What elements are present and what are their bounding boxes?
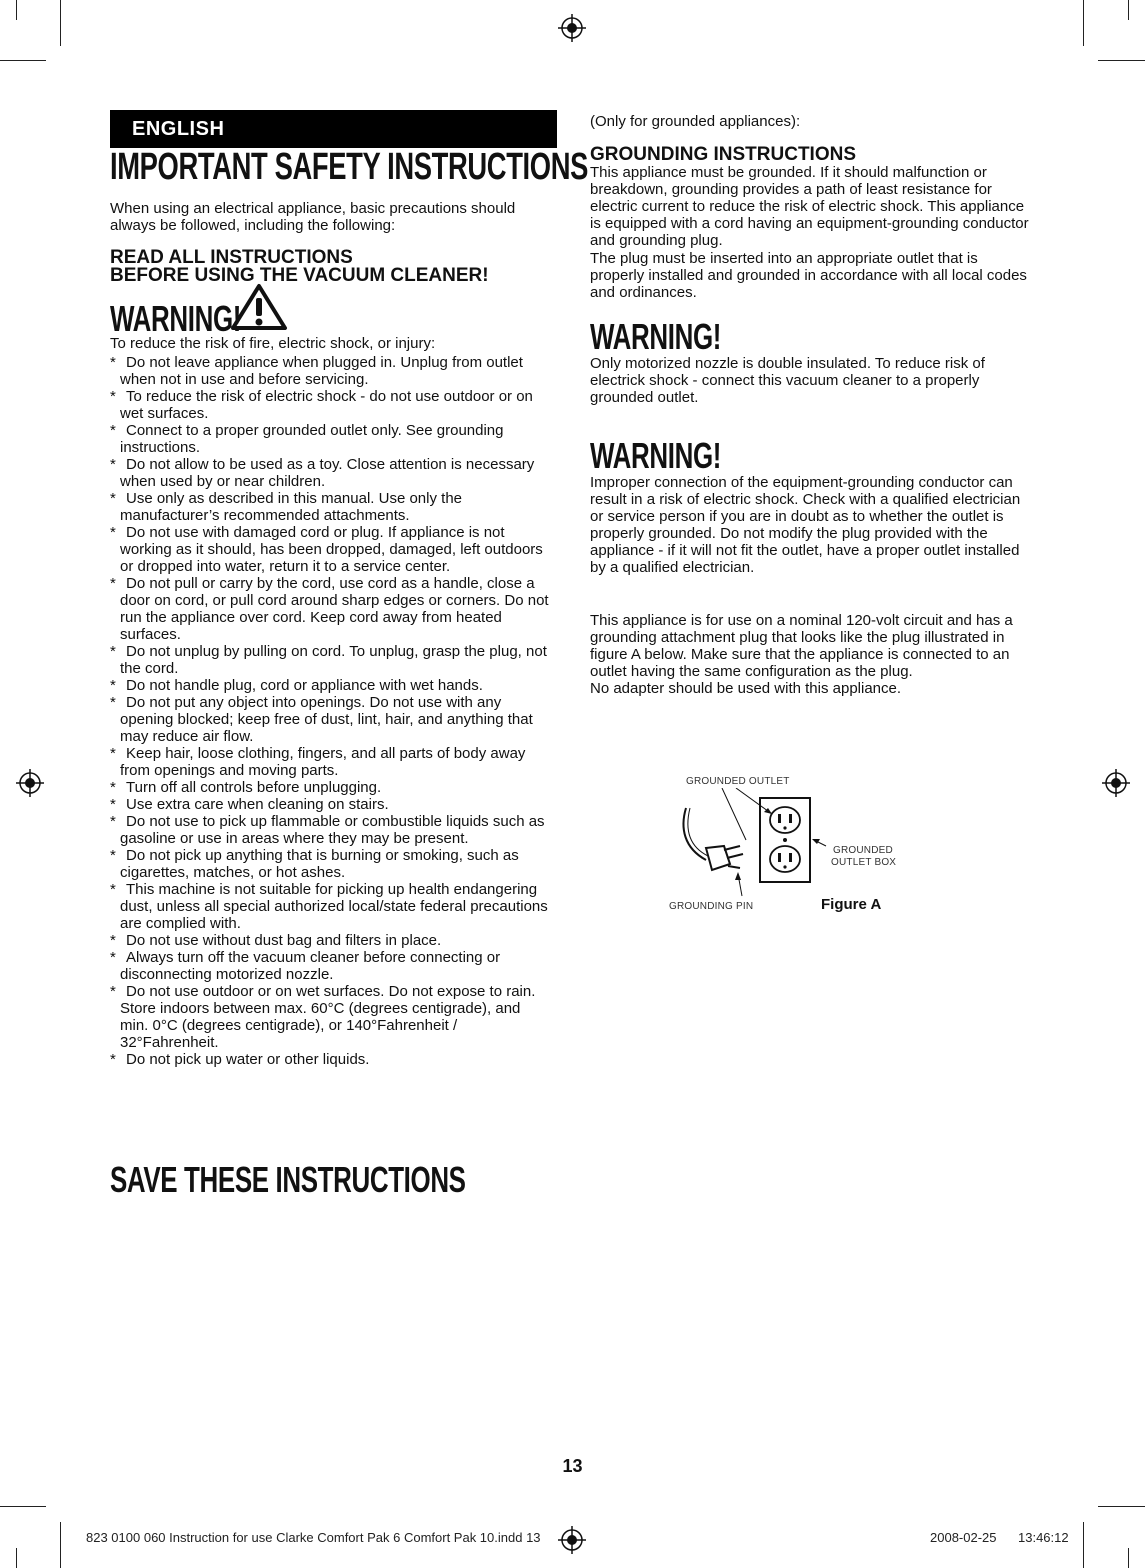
- crop-mark: [1128, 0, 1129, 20]
- safety-bullet-list: [110, 354, 550, 1068]
- figure-label-box-2: OUTLET BOX: [831, 857, 897, 868]
- crop-mark: [0, 60, 46, 61]
- save-instructions-heading: SAVE THESE INSTRUCTIONS: [110, 1159, 466, 1200]
- warning-3-text: Improper connection of the equipment-grounding conductor can result in a risk of electric shock. Check with a qualified electrician or service person if you are in doubt as to whether the outlet is properly grounded. Do not modify the plug provided with the appliance - if it will not fit the outlet, have a proper outlet installed by a qualified electrician.: [590, 474, 1021, 576]
- grounding-heading: GROUNDING INSTRUCTIONS: [590, 144, 856, 165]
- figure-caption: Figure A: [821, 896, 882, 913]
- safety-bullet-item: * Connect to a proper grounded outlet only. See grounding instructions.: [110, 422, 550, 456]
- safety-bullet-item: * Do not pick up water or other liquids.: [110, 1051, 550, 1068]
- warning-intro: To reduce the risk of fire, electric shock, or injury:: [110, 335, 436, 352]
- adapter-note: No adapter should be used with this appliance.: [590, 680, 902, 697]
- grounding-paragraph-1: This appliance must be grounded. If it should malfunction or breakdown, grounding provides a path of least resistance for electric current to reduce the risk of electric shock. This appliance is equipped with a cord having an equipment-grounding conductor and grounding plug.: [590, 164, 1029, 249]
- registration-mark-icon: [16, 769, 44, 797]
- safety-bullet-item: * Do not put any object into openings. Do not use with any opening blocked; keep free of dust, lint, hair, and anything that may reduce air flow.: [110, 694, 550, 745]
- safety-bullet-item: * Use only as described in this manual. Use only the manufacturer’s recommended attachments.: [110, 490, 550, 524]
- safety-bullet-item: * Do not allow to be used as a toy. Close attention is necessary when used by or near children.: [110, 456, 550, 490]
- crop-mark: [1128, 1548, 1129, 1568]
- crop-mark: [16, 0, 17, 20]
- page-title: IMPORTANT SAFETY INSTRUCTIONS: [110, 146, 589, 188]
- footer-date: 2008-02-25: [930, 1530, 997, 1545]
- page-number: 13: [562, 1456, 583, 1476]
- warning-2-text: Only motorized nozzle is double insulated. To reduce risk of electrick shock - connect this vacuum cleaner to a properly grounded outlet.: [590, 355, 985, 406]
- safety-bullet-item: * Keep hair, loose clothing, fingers, and all parts of body away from openings and moving parts.: [110, 745, 550, 779]
- safety-bullet-item: * Use extra care when cleaning on stairs.: [110, 796, 550, 813]
- registration-mark-icon: [558, 1526, 586, 1554]
- crop-mark: [1098, 60, 1145, 61]
- figure-label-box-1: GROUNDED: [833, 845, 893, 856]
- warning-triangle-icon: [229, 282, 289, 332]
- safety-bullet-item: * Do not pick up anything that is burning or smoking, such as cigarettes, matches, or hot ashes.: [110, 847, 550, 881]
- safety-bullet-item: * To reduce the risk of electric shock - do not use outdoor or on wet surfaces.: [110, 388, 550, 422]
- registration-mark-icon: [558, 14, 586, 42]
- safety-bullet-item: * Do not pull or carry by the cord, use cord as a handle, close a door on cord, or pull cord around sharp edges or corners. Do not run the appliance over cord. Keep cord away from heated surfaces.: [110, 575, 550, 643]
- safety-bullet-item: * Do not unplug by pulling on cord. To unplug, grasp the plug, not the cord.: [110, 643, 550, 677]
- intro-paragraph: When using an electrical appliance, basic precautions should always be followed, including the following:: [110, 200, 516, 234]
- safety-bullet-item: * Always turn off the vacuum cleaner before connecting or disconnecting motorized nozzle.: [110, 949, 550, 983]
- crop-mark: [0, 1506, 46, 1507]
- grounded-note: (Only for grounded appliances):: [590, 113, 801, 130]
- read-all-heading-line1: READ ALL INSTRUCTIONS: [110, 247, 353, 268]
- language-bar: ENGLISH: [110, 110, 557, 148]
- voltage-paragraph: This appliance is for use on a nominal 120-volt circuit and has a grounding attachment plug that looks like the plug illustrated in figure A below. Make sure that the appliance is connected to an outlet having the same configuration as the plug.: [590, 612, 1013, 680]
- read-all-heading-line2: BEFORE USING THE VACUUM CLEANER!: [110, 265, 489, 286]
- safety-bullet-item: * Turn off all controls before unplugging.: [110, 779, 550, 796]
- warning-heading: WARNING!: [110, 298, 242, 339]
- safety-bullet-item: * Do not use outdoor or on wet surfaces. Do not expose to rain. Store indoors between max. 60°C (degrees centigrade), and min. 0°C (degrees centigrade), or 140°Fahrenheit / 32°Fahrenheit.: [110, 983, 550, 1051]
- crop-mark: [16, 1548, 17, 1568]
- grounded-outlet-illustration: [676, 788, 836, 898]
- warning-heading-3: WARNING!: [590, 435, 722, 476]
- crop-mark: [60, 0, 61, 46]
- safety-bullet-item: * Do not leave appliance when plugged in. Unplug from outlet when not in use and before servicing.: [110, 354, 550, 388]
- crop-mark: [60, 1522, 61, 1568]
- safety-bullet-item: * Do not handle plug, cord or appliance with wet hands.: [110, 677, 550, 694]
- footer-file-info: 823 0100 060 Instruction for use Clarke Comfort Pak 6 Comfort Pak 10.indd 13: [86, 1530, 541, 1545]
- safety-bullet-item: * Do not use with damaged cord or plug. If appliance is not working as it should, has been dropped, damaged, left outdoors or dropped into water, return it to a service center.: [110, 524, 550, 575]
- registration-mark-icon: [1102, 769, 1130, 797]
- figure-label-outlet: GROUNDED OUTLET: [686, 776, 790, 787]
- crop-mark: [1083, 0, 1084, 46]
- grounding-paragraph-2: The plug must be inserted into an appropriate outlet that is properly installed and grounded in accordance with all local codes and ordinances.: [590, 250, 1027, 301]
- figure-label-pin: GROUNDING PIN: [669, 901, 754, 912]
- safety-bullet-item: * Do not use to pick up flammable or combustible liquids such as gasoline or use in areas where they may be present.: [110, 813, 550, 847]
- safety-bullet-item: * Do not use without dust bag and filters in place.: [110, 932, 550, 949]
- crop-mark: [1083, 1522, 1084, 1568]
- footer-time: 13:46:12: [1018, 1530, 1069, 1545]
- crop-mark: [1098, 1506, 1145, 1507]
- warning-heading-2: WARNING!: [590, 316, 722, 357]
- safety-bullet-item: * This machine is not suitable for picking up health endangering dust, unless all special authorized local/state federal precautions are complied with.: [110, 881, 550, 932]
